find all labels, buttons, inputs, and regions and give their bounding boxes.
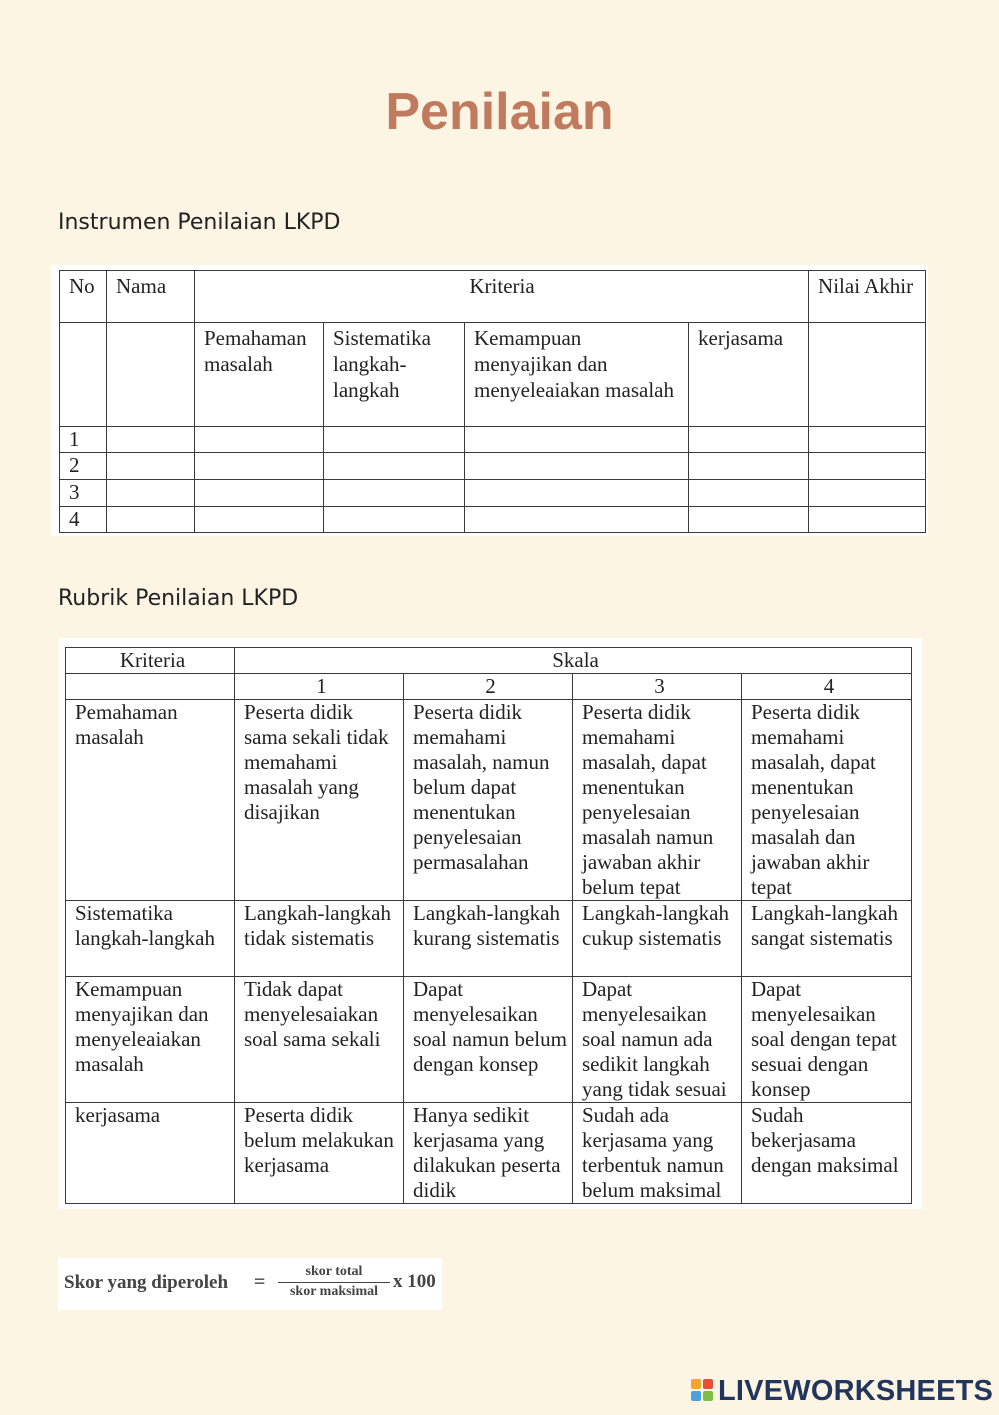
table-row bbox=[60, 480, 926, 507]
header-nama: Nama bbox=[107, 271, 195, 323]
criterion-cell: Pemahaman masalah bbox=[66, 700, 235, 901]
descriptor-cell: Dapat menyelesaikan soal namun ada sedikit langkah yang tidak sesuai bbox=[573, 977, 742, 1103]
score-cell[interactable] bbox=[465, 507, 689, 533]
name-cell[interactable] bbox=[107, 507, 195, 533]
score-cell[interactable] bbox=[324, 427, 465, 453]
row-number: 1 bbox=[60, 427, 107, 453]
instrumen-heading: Instrumen Penilaian LKPD bbox=[58, 210, 341, 235]
header-no: No bbox=[60, 271, 107, 323]
empty-cell bbox=[60, 323, 107, 427]
liveworksheets-logo[interactable] bbox=[691, 1373, 993, 1409]
criterion-cell: Kemampuan menyajikan dan menyeleaiakan masalah bbox=[66, 977, 235, 1103]
score-cell[interactable] bbox=[465, 480, 689, 507]
scale-4: 4 bbox=[742, 674, 912, 700]
scale-3: 3 bbox=[573, 674, 742, 700]
criterion-cell: kerjasama bbox=[66, 1103, 235, 1204]
descriptor-cell: Peserta didik memahami masalah, dapat menentukan penyelesaian masalah namun jawaban akhir belum tepat bbox=[573, 700, 742, 901]
score-cell[interactable] bbox=[689, 480, 809, 507]
score-cell[interactable] bbox=[195, 427, 324, 453]
rubrik-table bbox=[65, 647, 912, 1204]
descriptor-cell: Dapat menyelesaikan soal dengan tepat sesuai dengan konsep bbox=[742, 977, 912, 1103]
table-row bbox=[60, 507, 926, 533]
criterion-header: kerjasama bbox=[689, 323, 809, 427]
score-cell[interactable] bbox=[689, 427, 809, 453]
score-cell[interactable] bbox=[465, 427, 689, 453]
descriptor-cell: Langkah-langkah tidak sistematis bbox=[235, 901, 404, 977]
header-nilai-akhir: Nilai Akhir bbox=[809, 271, 926, 323]
page-title: Penilaian bbox=[385, 83, 614, 141]
table-row bbox=[60, 453, 926, 480]
criterion-header: Kemampuan menyajikan dan menyeleaiakan masalah bbox=[465, 323, 689, 427]
scale-2: 2 bbox=[404, 674, 573, 700]
empty-cell bbox=[809, 323, 926, 427]
scale-1: 1 bbox=[235, 674, 404, 700]
final-score-cell[interactable] bbox=[809, 507, 926, 533]
descriptor-cell: Hanya sedikit kerjasama yang dilakukan peserta didik bbox=[404, 1103, 573, 1204]
descriptor-cell: Sudah bekerjasama dengan maksimal bbox=[742, 1103, 912, 1204]
score-cell[interactable] bbox=[689, 507, 809, 533]
formula-numerator: skor total bbox=[278, 1264, 390, 1283]
descriptor-cell: Langkah-langkah sangat sistematis bbox=[742, 901, 912, 977]
table-row bbox=[60, 427, 926, 453]
descriptor-cell: Peserta didik sama sekali tidak memahami masalah yang disajikan bbox=[235, 700, 404, 901]
score-cell[interactable] bbox=[195, 507, 324, 533]
score-cell[interactable] bbox=[324, 507, 465, 533]
descriptor-cell: Langkah-langkah kurang sistematis bbox=[404, 901, 573, 977]
header-kriteria: Kriteria bbox=[66, 648, 235, 674]
logo-square bbox=[703, 1391, 713, 1401]
score-cell[interactable] bbox=[465, 453, 689, 480]
formula-equals: = bbox=[254, 1271, 266, 1293]
formula-fraction bbox=[278, 1264, 390, 1300]
row-number: 4 bbox=[60, 507, 107, 533]
descriptor-cell: Peserta didik memahami masalah, namun belum dapat menentukan penyelesaian permasalahan bbox=[404, 700, 573, 901]
row-number: 2 bbox=[60, 453, 107, 480]
instrumen-table bbox=[59, 270, 926, 533]
table-row bbox=[66, 901, 912, 977]
formula-multiplier: x 100 bbox=[393, 1271, 436, 1292]
score-cell[interactable] bbox=[324, 480, 465, 507]
criterion-header: Pemahaman masalah bbox=[195, 323, 324, 427]
logo-square bbox=[703, 1379, 713, 1389]
descriptor-cell: Peserta didik memahami masalah, dapat menentukan penyelesaian masalah dan jawaban akhir tepat bbox=[742, 700, 912, 901]
rubrik-heading: Rubrik Penilaian LKPD bbox=[58, 586, 299, 611]
descriptor-cell: Sudah ada kerjasama yang terbentuk namun belum maksimal bbox=[573, 1103, 742, 1204]
descriptor-cell: Tidak dapat menyelesaiakan soal sama sekali bbox=[235, 977, 404, 1103]
score-formula bbox=[58, 1258, 442, 1310]
name-cell[interactable] bbox=[107, 427, 195, 453]
criterion-cell: Sistematika langkah-langkah bbox=[66, 901, 235, 977]
descriptor-cell: Dapat menyelesaikan soal namun belum dengan konsep bbox=[404, 977, 573, 1103]
final-score-cell[interactable] bbox=[809, 453, 926, 480]
descriptor-cell: Langkah-langkah cukup sistematis bbox=[573, 901, 742, 977]
instrumen-sheet bbox=[51, 265, 928, 536]
name-cell[interactable] bbox=[107, 453, 195, 480]
empty-cell bbox=[66, 674, 235, 700]
rubrik-sheet bbox=[59, 638, 922, 1209]
table-row bbox=[66, 1103, 912, 1204]
header-skala: Skala bbox=[235, 648, 912, 674]
empty-cell bbox=[107, 323, 195, 427]
table-row bbox=[66, 700, 912, 901]
formula-lhs: Skor yang diperoleh bbox=[64, 1272, 229, 1293]
score-cell[interactable] bbox=[689, 453, 809, 480]
final-score-cell[interactable] bbox=[809, 427, 926, 453]
logo-square bbox=[691, 1379, 701, 1389]
score-cell[interactable] bbox=[324, 453, 465, 480]
criterion-header: Sistematika langkah-langkah bbox=[324, 323, 465, 427]
score-cell[interactable] bbox=[195, 480, 324, 507]
final-score-cell[interactable] bbox=[809, 480, 926, 507]
table-row bbox=[66, 977, 912, 1103]
header-kriteria: Kriteria bbox=[195, 271, 809, 323]
logo-square bbox=[691, 1391, 701, 1401]
formula-denominator: skor maksimal bbox=[289, 1284, 379, 1299]
liveworksheets-logo-icon bbox=[691, 1379, 715, 1403]
score-cell[interactable] bbox=[195, 453, 324, 480]
logo-text: LIVEWORKSHEETS bbox=[718, 1374, 994, 1407]
row-number: 3 bbox=[60, 480, 107, 507]
name-cell[interactable] bbox=[107, 480, 195, 507]
descriptor-cell: Peserta didik belum melakukan kerjasama bbox=[235, 1103, 404, 1204]
